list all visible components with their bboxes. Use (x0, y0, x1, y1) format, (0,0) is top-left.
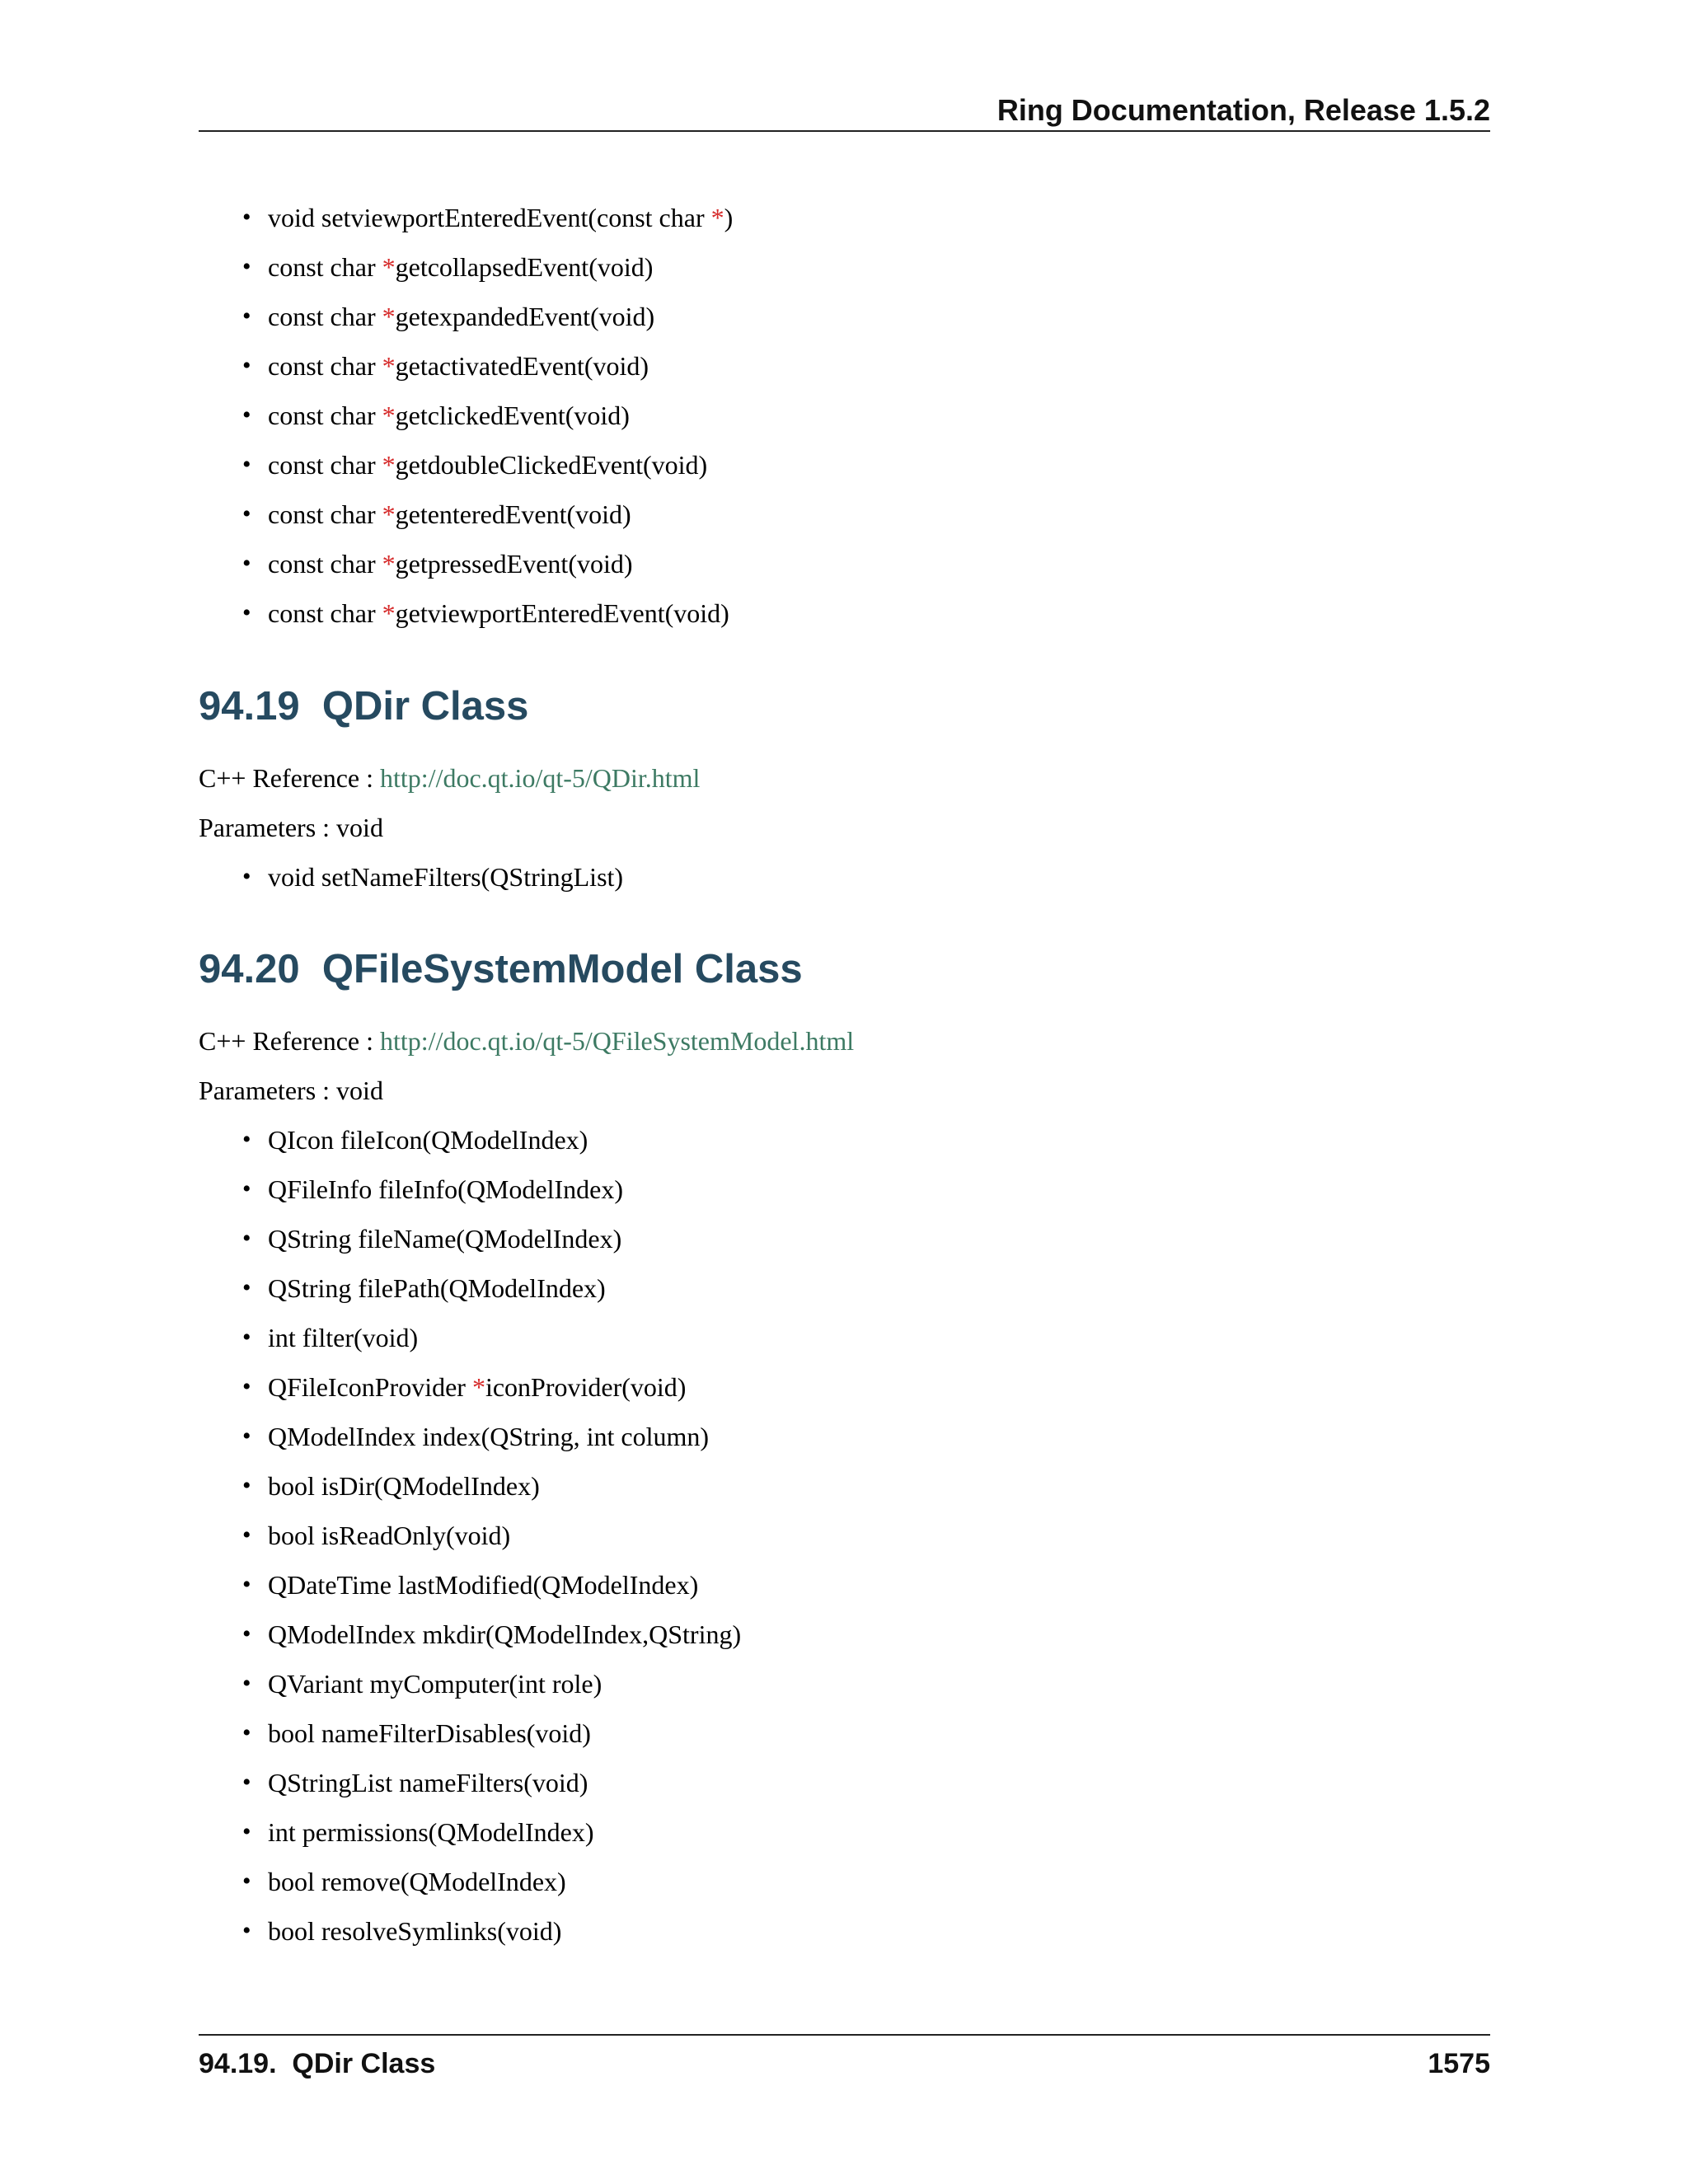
list-item (199, 1165, 1490, 1214)
page-header (199, 92, 1490, 132)
method-signature-start: const char (268, 499, 382, 529)
list-item (199, 588, 1490, 638)
method-signature-end: getpressedEvent(void) (395, 549, 633, 579)
section-heading-qdir: 94.19 QDir Class (199, 684, 529, 729)
reference-label: C++ Reference : (199, 763, 380, 793)
method-signature-start: void setviewportEnteredEvent(const char (268, 203, 711, 232)
bullet-icon: • (242, 451, 251, 478)
method-signature-end: getclickedEvent(void) (395, 401, 630, 430)
method-signature-start: const char (268, 351, 382, 381)
bullet-icon: • (242, 1175, 251, 1202)
bullet-icon: • (242, 204, 251, 231)
method-signature: bool remove(QModelIndex) (268, 1867, 566, 1896)
list-item (199, 1214, 1490, 1263)
bullet-icon: • (242, 1472, 251, 1499)
pointer-asterisk-icon: * (471, 1372, 485, 1402)
list-item (199, 1807, 1490, 1857)
pointer-asterisk-icon: * (382, 252, 396, 282)
bullet-icon: • (242, 863, 251, 890)
bullet-icon: • (242, 352, 251, 379)
reference-label: C++ Reference : (199, 1026, 380, 1056)
method-signature: bool resolveSymlinks(void) (268, 1916, 562, 1946)
bullet-icon: • (242, 1373, 251, 1400)
method-signature: QDateTime lastModified(QModelIndex) (268, 1570, 699, 1600)
method-signature: QVariant myComputer(int role) (268, 1669, 603, 1699)
bullet-icon: • (242, 302, 251, 330)
method-signature: bool isDir(QModelIndex) (268, 1471, 540, 1501)
method-signature: QIcon fileIcon(QModelIndex) (268, 1125, 588, 1155)
qdir-reference (199, 753, 1490, 803)
bullet-icon: • (242, 401, 251, 429)
section-heading-qfilesystemmodel: 94.20 QFileSystemModel Class (199, 947, 803, 991)
list-item (199, 1263, 1490, 1313)
list-item (199, 440, 1490, 490)
method-signature-end: getenteredEvent(void) (395, 499, 631, 529)
list-item (199, 391, 1490, 440)
method-signature: QString fileName(QModelIndex) (268, 1224, 622, 1254)
page-number: 1575 (1428, 2048, 1490, 2079)
list-item (199, 1758, 1490, 1807)
method-signature: QString filePath(QModelIndex) (268, 1273, 606, 1303)
method-signature-start: const char (268, 252, 382, 282)
pointer-asterisk-icon: * (382, 499, 396, 529)
bullet-icon: • (242, 1818, 251, 1845)
list-item (199, 1412, 1490, 1461)
bullet-icon: • (242, 500, 251, 527)
pointer-asterisk-icon: * (382, 401, 396, 430)
pointer-asterisk-icon: * (382, 302, 396, 331)
page-content (199, 193, 1490, 1956)
pointer-asterisk-icon: * (710, 203, 724, 232)
bullet-icon: • (242, 1868, 251, 1895)
bullet-icon: • (242, 1521, 251, 1549)
bullet-icon: • (242, 253, 251, 280)
pointer-asterisk-icon: * (382, 351, 396, 381)
bullet-icon: • (242, 1274, 251, 1301)
bullet-icon: • (242, 1769, 251, 1796)
page-footer (199, 2034, 1490, 2079)
list-item (199, 1659, 1490, 1708)
pointer-asterisk-icon: * (382, 450, 396, 480)
footer-section-title: 94.19. QDir Class (199, 2048, 436, 2079)
bullet-icon: • (242, 1422, 251, 1450)
bullet-icon: • (242, 1225, 251, 1252)
method-signature-start: const char (268, 401, 382, 430)
list-item (199, 852, 1490, 902)
bullet-icon: • (242, 599, 251, 626)
pointer-asterisk-icon: * (382, 549, 396, 579)
list-item (199, 1461, 1490, 1511)
list-item (199, 1906, 1490, 1956)
qdir-method-list (199, 852, 1490, 902)
list-item (199, 1362, 1490, 1412)
method-signature: QModelIndex mkdir(QModelIndex,QString) (268, 1619, 742, 1649)
list-item (199, 341, 1490, 391)
qdir-reference-link[interactable]: http://doc.qt.io/qt-5/QDir.html (380, 763, 701, 793)
qfilesystemmodel-parameters: Parameters : void (199, 1076, 383, 1105)
qfilesystemmodel-reference (199, 1016, 1490, 1066)
method-signature: void setNameFilters(QStringList) (268, 862, 624, 892)
qfilesystemmodel-method-list (199, 1115, 1490, 1956)
list-item (199, 1313, 1490, 1362)
list-item (199, 242, 1490, 292)
method-signature: QModelIndex index(QString, int column) (268, 1422, 710, 1451)
bullet-icon: • (242, 1126, 251, 1153)
bullet-icon: • (242, 1917, 251, 1944)
method-signature: bool nameFilterDisables(void) (268, 1718, 591, 1748)
method-signature-end: iconProvider(void) (485, 1372, 687, 1402)
qfilesystemmodel-reference-link[interactable]: http://doc.qt.io/qt-5/QFileSystemModel.html (380, 1026, 855, 1056)
bullet-icon: • (242, 1719, 251, 1746)
bullet-icon: • (242, 1324, 251, 1351)
method-signature: QStringList nameFilters(void) (268, 1768, 588, 1797)
list-item (199, 1115, 1490, 1165)
qtreewidget-method-list (199, 193, 1490, 638)
method-signature: bool isReadOnly(void) (268, 1521, 511, 1550)
list-item (199, 1560, 1490, 1610)
method-signature: int filter(void) (268, 1323, 419, 1352)
list-item (199, 1857, 1490, 1906)
bullet-icon: • (242, 1571, 251, 1598)
list-item (199, 539, 1490, 588)
method-signature-end: getviewportEnteredEvent(void) (395, 598, 729, 628)
qdir-parameters: Parameters : void (199, 813, 383, 842)
method-signature: QFileInfo fileInfo(QModelIndex) (268, 1174, 623, 1204)
method-signature-end: getdoubleClickedEvent(void) (395, 450, 708, 480)
bullet-icon: • (242, 1620, 251, 1647)
list-item (199, 490, 1490, 539)
list-item (199, 193, 1490, 242)
method-signature-start: const char (268, 598, 382, 628)
bullet-icon: • (242, 1670, 251, 1697)
method-signature-start: const char (268, 302, 382, 331)
method-signature-start: QFileIconProvider (268, 1372, 472, 1402)
method-signature-end: getcollapsedEvent(void) (395, 252, 654, 282)
pointer-asterisk-icon: * (382, 598, 396, 628)
list-item (199, 1708, 1490, 1758)
bullet-icon: • (242, 550, 251, 577)
list-item (199, 1610, 1490, 1659)
list-item (199, 1511, 1490, 1560)
list-item (199, 292, 1490, 341)
method-signature-end: ) (724, 203, 734, 232)
method-signature-end: getexpandedEvent(void) (395, 302, 655, 331)
method-signature-end: getactivatedEvent(void) (395, 351, 649, 381)
document-title: Ring Documentation, Release 1.5.2 (996, 93, 1490, 127)
method-signature: int permissions(QModelIndex) (268, 1817, 594, 1847)
method-signature-start: const char (268, 549, 382, 579)
method-signature-start: const char (268, 450, 382, 480)
